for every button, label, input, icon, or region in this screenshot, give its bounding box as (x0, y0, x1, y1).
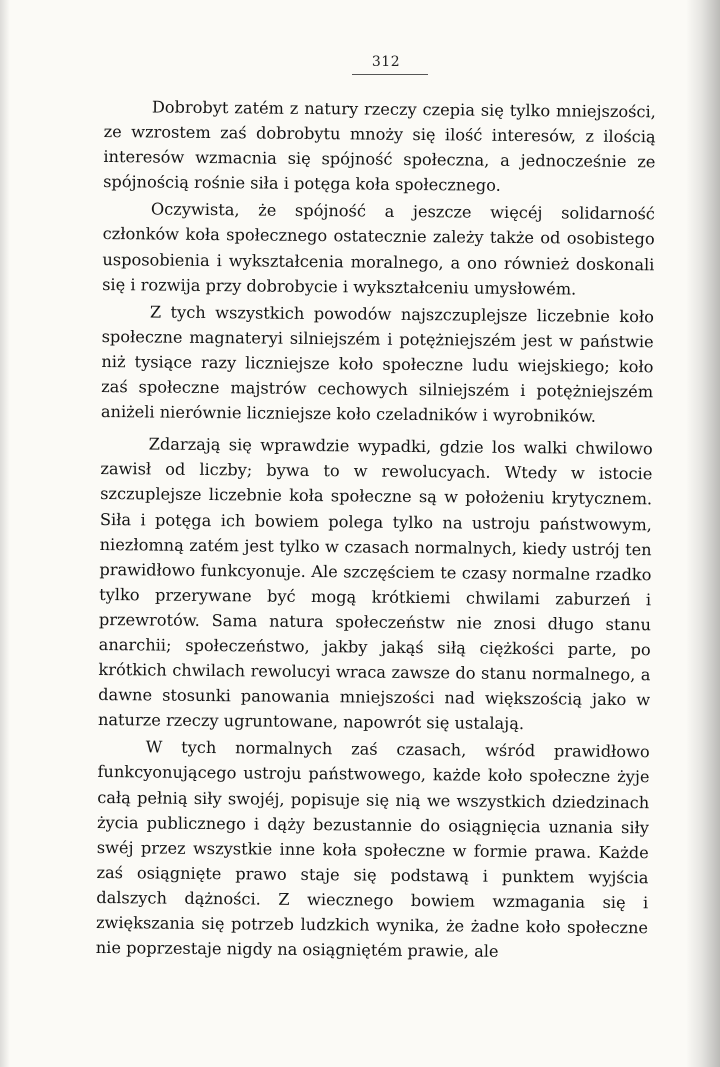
page-number: 312 (371, 54, 401, 70)
binding-shadow (0, 0, 10, 1067)
paragraph-1: Dobrobyt zatém z natury rzeczy czepia się tylko mniejszości, ze wzrostem zaś dobrobytu mnoży się ilość interesów, z ilością interesów wzmacnia się spójność społeczna, a jednocześnie ze spójnością rośnie siła i potęga koła społecznego. (103, 97, 656, 196)
body-text (96, 94, 656, 965)
paragraph-2: Oczywista, że spójność a jeszcze więcéj solidarność członków koła społecznego ostatecznie zależy także od osobistego usposobienia i wykształcenia moralnego, a ono również doskonali się i rozwija przy dobrobycie i wykształceniu umysłowém. (102, 199, 655, 299)
paragraph-3: Z tych wszystkich powodów najszczuplejsze liczebnie koło społeczne magnateryi silniejszém i potężniejszém jest w państwie niż tysiące razy liczniejsze koło społeczne ludu wiejskiego; koło zaś społeczne majstrów cechowych silniejszém i potężniejszém aniżeli nierównie liczniejsze koło czeladników i wyrobników. (100, 302, 654, 426)
paragraph-5: W tych normalnych zaś czasach, wśród prawidłowo funkcyonującego ustroju państwowego, każde koło społeczne żyje całą pełnią siły swojéj, popisuje się nią we wszystkich dziedzinach życia publicznego i dąży bezustannie do osiągnięcia uznania siły swéj przez wszystkie inne koła społeczne w formie prawa. Każde zaś osiągnięte prawo staje się podstawą i punktem wyjścia dalszych dążności. Z wiecznego bowiem wzmagania się i zwiększania się potrzeb ludzkich wynika, że żadne koło społeczne nie poprzestaje nigdy na osiągniętém prawie, ale (95, 737, 650, 961)
page-edge-shadow (686, 0, 720, 1067)
page-number-rule (352, 74, 428, 75)
paragraph-4: Zdarzają się wprawdzie wypadki, gdzie los walki chwilowo zawisł od liczby; bywa to w rewolucyach. Wtedy w istocie szczuplejsze liczebnie koła społeczne są w położeniu krytycznem. Siła i potęga ich bowiem polega tylko na ustroju państwowym, niezłomną zatém jest tylko w czasach normalnych, kiedy ustrój ten prawidłowo funkcyonuje. Ale szczęściem te czasy normalne rzadko tylko przerywane być mogą krótkiemi chwilami zaburzeń i przewrotów. Sama natura społeczeństw nie znosi długo stanu anarchii; społeczeństwo, jakby jakąś siłą ciężkości parte, po krótkich chwilach rewolucyi wraca zawsze do stanu normalnego, a dawne stosunki panowania mniejszości nad większością jako w naturze rzeczy ugruntowane, napowrót się ustalają. (97, 434, 653, 734)
